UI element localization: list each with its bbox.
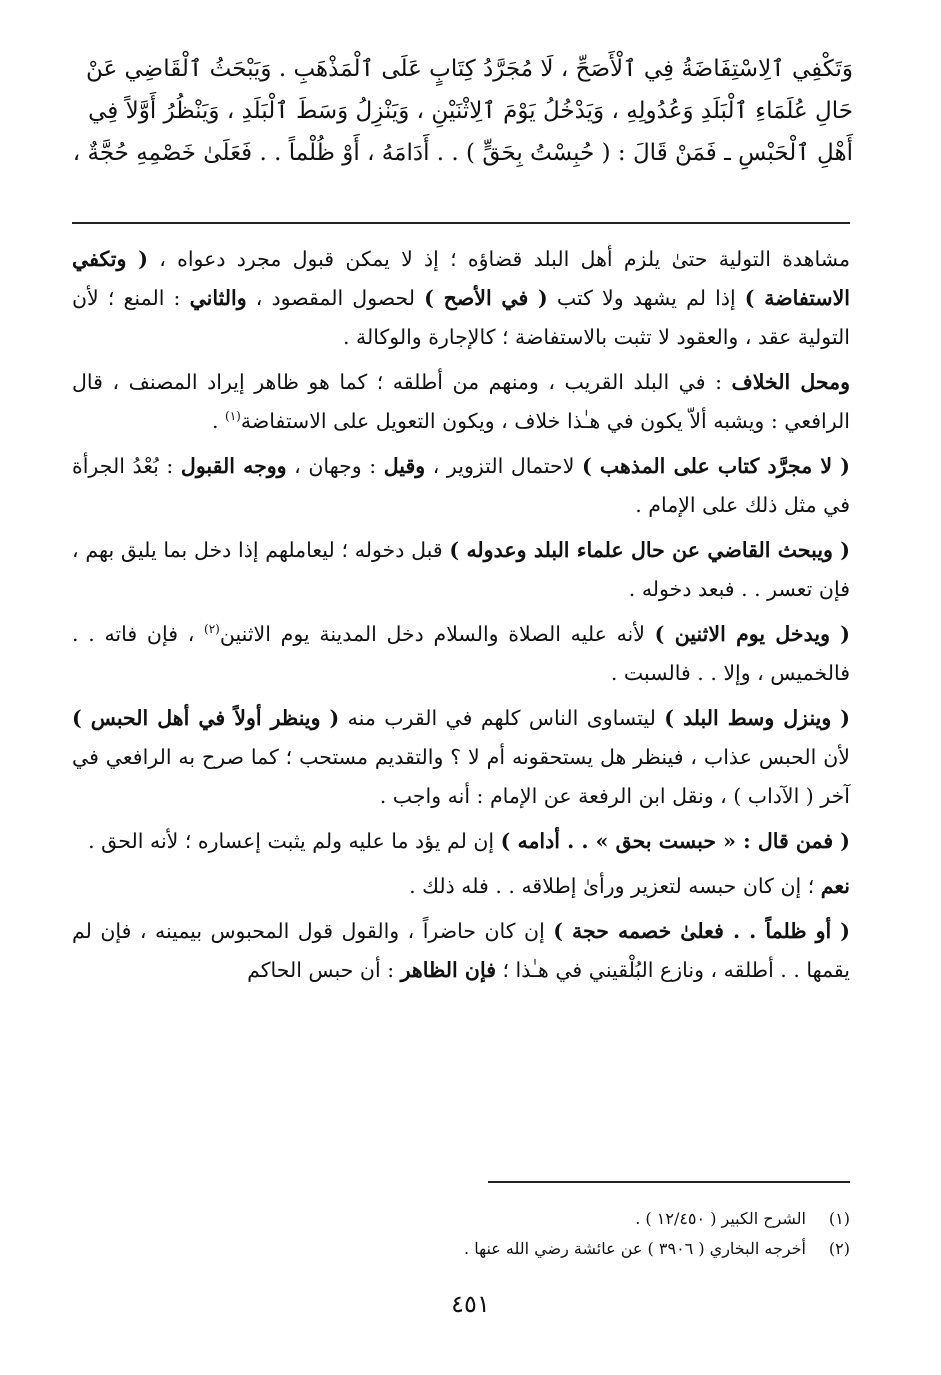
sharh-text: : وجهان ، bbox=[286, 454, 384, 478]
matn-line: أَهْلِ ٱلْحَبْسِ ـ فَمَنْ قَالَ : ( حُبِسْتُ بِحَقٍّ ) . . أَدَامَهُ ، أَوْ ظُلْماً . . فَعَلَىٰ خَصْمِهِ حُجَّةٌ ، bbox=[72, 140, 853, 166]
sharh-paragraph bbox=[72, 867, 850, 906]
footnote-reference: (١) bbox=[225, 409, 241, 424]
footnote-separator-rule bbox=[488, 1181, 850, 1183]
sharh-text: لحصول المقصود ، bbox=[246, 286, 425, 310]
sharh-commentary bbox=[72, 240, 850, 996]
sharh-paragraph bbox=[72, 699, 850, 816]
sharh-paragraph bbox=[72, 912, 850, 990]
bold-matn-quote: والثاني bbox=[189, 286, 247, 310]
sharh-text: قبل دخوله ؛ ليعاملهم إذا دخل بما يليق بهم ، فإن تعسر . . فبعد دخوله . bbox=[72, 538, 850, 601]
sharh-paragraph bbox=[72, 240, 850, 357]
matn-line: وَتَكْفِي ٱلِاسْتِفَاضَةُ فِي ٱلْأَصَحِّ ، لَا مُجَرَّدُ كِتَابٍ عَلَى ٱلْمَذْهَبِ . وَيَبْحَثُ ٱلْقَاضِي عَنْ bbox=[85, 56, 853, 82]
sharh-text: ليتساوى الناس كلهم في القرب منه bbox=[339, 706, 665, 730]
bold-matn-quote: ( وينزل وسط البلد ) bbox=[664, 706, 850, 730]
footnote-text: أخرجه البخاري ( ٣٩٠٦ ) عن عائشة رضي الله عنها . bbox=[464, 1239, 806, 1258]
matn-line: حَالِ عُلَمَاءِ ٱلْبَلَدِ وَعُدُولِهِ ، وَيَدْخُلُ يَوْمَ ٱلِاثْنَيْنِ ، وَيَنْزِلُ وَسَطَ ٱلْبَلَدِ ، وَيَنْظُرُ أَوَّلاً فِي bbox=[88, 98, 853, 124]
bold-matn-quote: ( فمن قال : « حبست بحق » . . أدامه ) bbox=[500, 829, 850, 853]
sharh-text: . bbox=[211, 409, 225, 433]
bold-matn-quote: وقيل bbox=[383, 454, 426, 478]
sharh-text: ، فإن فاته . . فالخميس ، وإلا . . فالسبت . bbox=[72, 622, 850, 685]
footnote-number: (٢) bbox=[828, 1239, 850, 1258]
sharh-text: : المنع ؛ لأن التولية عقد ، والعقود لا تثبت بالاستفاضة ؛ كالإجارة والوكالة . bbox=[72, 286, 850, 349]
matn-separator-rule bbox=[72, 222, 850, 224]
sharh-text: لأن الحبس عذاب ، فينظر هل يستحقونه أم لا ؟ والتقديم مستحب ؛ كما صرح به الرافعي في آخر ( الآداب ) ، ونقل ابن الرفعة عن الإمام : أنه واجب . bbox=[72, 745, 850, 808]
sharh-text: إن لم يؤد ما عليه ولم يثبت إعساره ؛ لأنه الحق . bbox=[88, 829, 501, 853]
bold-matn-quote: ( ويدخل يوم الاثنين ) bbox=[654, 622, 851, 646]
sharh-text: : في البلد القريب ، ومنهم من أطلقه ؛ كما هو ظاهر إيراد المصنف ، قال الرافعي : ويشبه ألاّ يكون في هـٰذا خلاف ، ويكون التعويل على الاستفاضة bbox=[72, 370, 850, 433]
bold-matn-quote: ( لا مجرَّد كتاب على المذهب ) bbox=[581, 454, 850, 478]
footnote-reference: (٢) bbox=[204, 622, 220, 637]
sharh-text: لاحتمال التزوير ، bbox=[425, 454, 582, 478]
bold-matn-quote: ( وتكفي الاستفاضة ) bbox=[72, 247, 850, 310]
sharh-text: : أن حبس الحاكم bbox=[247, 958, 401, 982]
bold-matn-quote: ومحل الخلاف bbox=[731, 370, 850, 394]
sharh-paragraph bbox=[72, 363, 850, 441]
sharh-paragraph bbox=[72, 531, 850, 609]
bold-matn-quote: ( في الأصح ) bbox=[424, 286, 548, 310]
footnote-number: (١) bbox=[828, 1209, 850, 1228]
page-number: ٤٥١ bbox=[451, 1290, 490, 1318]
bold-matn-quote: ( ويبحث القاضي عن حال علماء البلد وعدوله ) bbox=[449, 538, 851, 562]
sharh-paragraph bbox=[72, 822, 850, 861]
sharh-text: إن كان حاضراً ، والقول قول المحبوس بيمينه ، فإن لم يقمها . . أطلقه ، ونازع البُلْقيني في هـٰذا ؛ bbox=[72, 919, 850, 982]
bold-matn-quote: ووجه القبول bbox=[180, 454, 287, 478]
sharh-text: لأنه عليه الصلاة والسلام دخل المدينة يوم الاثنين bbox=[219, 622, 655, 646]
footnote bbox=[250, 1234, 850, 1264]
sharh-paragraph bbox=[72, 615, 850, 693]
matn-block bbox=[68, 48, 853, 174]
sharh-text: ؛ إن كان حبسه لتعزير ورأىٰ إطلاقه . . فله ذلك . bbox=[409, 874, 821, 898]
bold-matn-quote: ( أو ظلماً . . فعلىٰ خصمه حجة ) bbox=[553, 919, 850, 943]
bold-matn-quote: فإن الظاهر bbox=[400, 958, 496, 982]
sharh-text: : بُعْدُ الجرأة في مثل ذلك على الإمام . bbox=[72, 454, 850, 517]
sharh-text: إذا لم يشهد ولا كتب bbox=[547, 286, 745, 310]
footnotes bbox=[250, 1204, 850, 1264]
sharh-text: مشاهدة التولية حتىٰ يلزم أهل البلد قضاؤه ؛ إذ لا يمكن قبول مجرد دعواه ، bbox=[147, 247, 850, 271]
sharh-paragraph bbox=[72, 447, 850, 525]
bold-matn-quote: ( وينظر أولاً في أهل الحبس ) bbox=[72, 706, 340, 730]
bold-matn-quote: نعم bbox=[820, 874, 850, 898]
footnote-text: الشرح الكبير ( ١٢/٤٥٠ ) . bbox=[635, 1209, 806, 1228]
footnote bbox=[250, 1204, 850, 1234]
